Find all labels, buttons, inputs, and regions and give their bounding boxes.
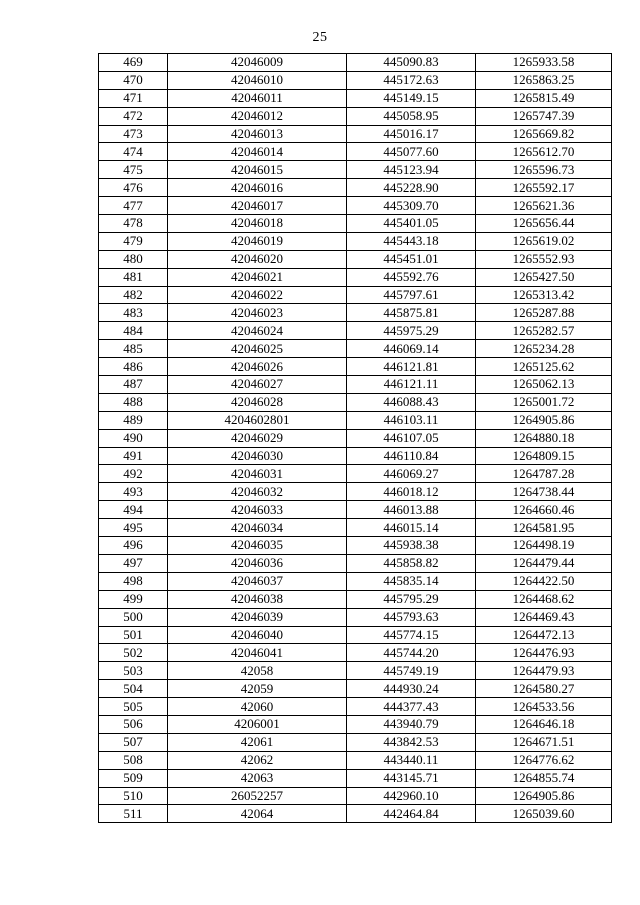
x-coordinate-cell: 445592.76 [347,268,476,286]
row-number-cell: 503 [99,662,168,680]
table-row [99,680,612,698]
x-coordinate-cell: 445938.38 [347,537,476,555]
table-row [99,698,612,716]
table-row [99,340,612,358]
table-row [99,411,612,429]
x-coordinate-cell: 446013.88 [347,501,476,519]
y-coordinate-cell: 1265039.60 [476,805,612,823]
table-row [99,644,612,662]
point-id-cell: 42046037 [168,572,347,590]
coordinates-table-body [99,54,612,823]
table-row [99,501,612,519]
y-coordinate-cell: 1264787.28 [476,465,612,483]
point-id-cell: 42061 [168,733,347,751]
point-id-cell: 42046022 [168,286,347,304]
x-coordinate-cell: 446018.12 [347,483,476,501]
point-id-cell: 42046041 [168,644,347,662]
y-coordinate-cell: 1265313.42 [476,286,612,304]
x-coordinate-cell: 444930.24 [347,680,476,698]
table-row [99,590,612,608]
y-coordinate-cell: 1264660.46 [476,501,612,519]
point-id-cell: 42062 [168,751,347,769]
row-number-cell: 486 [99,358,168,376]
point-id-cell: 42046020 [168,250,347,268]
y-coordinate-cell: 1264855.74 [476,769,612,787]
x-coordinate-cell: 442464.84 [347,805,476,823]
x-coordinate-cell: 445309.70 [347,197,476,215]
point-id-cell: 42046031 [168,465,347,483]
y-coordinate-cell: 1265656.44 [476,215,612,233]
x-coordinate-cell: 446121.81 [347,358,476,376]
table-row [99,197,612,215]
row-number-cell: 504 [99,680,168,698]
row-number-cell: 510 [99,787,168,805]
table-row [99,107,612,125]
point-id-cell: 42046018 [168,215,347,233]
y-coordinate-cell: 1264776.62 [476,751,612,769]
y-coordinate-cell: 1264581.95 [476,519,612,537]
row-number-cell: 480 [99,250,168,268]
x-coordinate-cell: 443440.11 [347,751,476,769]
x-coordinate-cell: 445443.18 [347,232,476,250]
table-row [99,286,612,304]
table-row [99,465,612,483]
table-row [99,304,612,322]
row-number-cell: 500 [99,608,168,626]
x-coordinate-cell: 445058.95 [347,107,476,125]
point-id-cell: 42046019 [168,232,347,250]
row-number-cell: 474 [99,143,168,161]
y-coordinate-cell: 1265621.36 [476,197,612,215]
table-row [99,483,612,501]
y-coordinate-cell: 1265596.73 [476,161,612,179]
x-coordinate-cell: 445774.15 [347,626,476,644]
point-id-cell: 42046015 [168,161,347,179]
y-coordinate-cell: 1265815.49 [476,89,612,107]
x-coordinate-cell: 446088.43 [347,393,476,411]
point-id-cell: 26052257 [168,787,347,805]
x-coordinate-cell: 446110.84 [347,447,476,465]
x-coordinate-cell: 445149.15 [347,89,476,107]
row-number-cell: 492 [99,465,168,483]
row-number-cell: 493 [99,483,168,501]
point-id-cell: 42046034 [168,519,347,537]
table-row [99,89,612,107]
y-coordinate-cell: 1265619.02 [476,232,612,250]
row-number-cell: 506 [99,715,168,733]
point-id-cell: 42058 [168,662,347,680]
table-row [99,572,612,590]
y-coordinate-cell: 1264472.13 [476,626,612,644]
y-coordinate-cell: 1264580.27 [476,680,612,698]
y-coordinate-cell: 1264809.15 [476,447,612,465]
x-coordinate-cell: 445975.29 [347,322,476,340]
y-coordinate-cell: 1265669.82 [476,125,612,143]
x-coordinate-cell: 445875.81 [347,304,476,322]
y-coordinate-cell: 1264479.44 [476,554,612,572]
y-coordinate-cell: 1264469.43 [476,608,612,626]
point-id-cell: 42059 [168,680,347,698]
y-coordinate-cell: 1264880.18 [476,429,612,447]
point-id-cell: 42046025 [168,340,347,358]
table-row [99,769,612,787]
point-id-cell: 42064 [168,805,347,823]
y-coordinate-cell: 1264533.56 [476,698,612,716]
x-coordinate-cell: 442960.10 [347,787,476,805]
point-id-cell: 42046036 [168,554,347,572]
point-id-cell: 42046039 [168,608,347,626]
row-number-cell: 477 [99,197,168,215]
row-number-cell: 470 [99,71,168,89]
y-coordinate-cell: 1265282.57 [476,322,612,340]
point-id-cell: 42046035 [168,537,347,555]
row-number-cell: 473 [99,125,168,143]
x-coordinate-cell: 443145.71 [347,769,476,787]
table-row [99,662,612,680]
x-coordinate-cell: 446121.11 [347,376,476,394]
y-coordinate-cell: 1265612.70 [476,143,612,161]
point-id-cell: 42046026 [168,358,347,376]
row-number-cell: 494 [99,501,168,519]
point-id-cell: 42046021 [168,268,347,286]
x-coordinate-cell: 445016.17 [347,125,476,143]
table-row [99,322,612,340]
table-row [99,125,612,143]
row-number-cell: 490 [99,429,168,447]
x-coordinate-cell: 445123.94 [347,161,476,179]
point-id-cell: 42046033 [168,501,347,519]
point-id-cell: 42046016 [168,179,347,197]
table-row [99,215,612,233]
y-coordinate-cell: 1265933.58 [476,54,612,72]
row-number-cell: 476 [99,179,168,197]
point-id-cell: 42046032 [168,483,347,501]
point-id-cell: 42046027 [168,376,347,394]
row-number-cell: 469 [99,54,168,72]
x-coordinate-cell: 445749.19 [347,662,476,680]
y-coordinate-cell: 1265234.28 [476,340,612,358]
table-row [99,733,612,751]
table-row [99,161,612,179]
table-row [99,519,612,537]
x-coordinate-cell: 445797.61 [347,286,476,304]
table-row [99,54,612,72]
row-number-cell: 508 [99,751,168,769]
row-number-cell: 487 [99,376,168,394]
y-coordinate-cell: 1264476.93 [476,644,612,662]
table-row [99,787,612,805]
table-row [99,393,612,411]
y-coordinate-cell: 1264498.19 [476,537,612,555]
coordinates-table [98,53,612,823]
table-row [99,358,612,376]
row-number-cell: 471 [99,89,168,107]
x-coordinate-cell: 446069.14 [347,340,476,358]
x-coordinate-cell: 445401.05 [347,215,476,233]
row-number-cell: 488 [99,393,168,411]
x-coordinate-cell: 445793.63 [347,608,476,626]
table-row [99,715,612,733]
row-number-cell: 498 [99,572,168,590]
x-coordinate-cell: 445172.63 [347,71,476,89]
table-row [99,537,612,555]
row-number-cell: 505 [99,698,168,716]
row-number-cell: 485 [99,340,168,358]
y-coordinate-cell: 1265863.25 [476,71,612,89]
point-id-cell: 42046030 [168,447,347,465]
y-coordinate-cell: 1264422.50 [476,572,612,590]
point-id-cell: 42063 [168,769,347,787]
point-id-cell: 42046014 [168,143,347,161]
y-coordinate-cell: 1264646.18 [476,715,612,733]
x-coordinate-cell: 446103.11 [347,411,476,429]
point-id-cell: 42060 [168,698,347,716]
y-coordinate-cell: 1265062.13 [476,376,612,394]
x-coordinate-cell: 446069.27 [347,465,476,483]
x-coordinate-cell: 445077.60 [347,143,476,161]
row-number-cell: 509 [99,769,168,787]
y-coordinate-cell: 1265552.93 [476,250,612,268]
y-coordinate-cell: 1265592.17 [476,179,612,197]
y-coordinate-cell: 1264479.93 [476,662,612,680]
point-id-cell: 42046011 [168,89,347,107]
row-number-cell: 495 [99,519,168,537]
table-row [99,143,612,161]
row-number-cell: 502 [99,644,168,662]
point-id-cell: 42046040 [168,626,347,644]
y-coordinate-cell: 1264671.51 [476,733,612,751]
table-row [99,751,612,769]
table-row [99,250,612,268]
row-number-cell: 496 [99,537,168,555]
x-coordinate-cell: 445228.90 [347,179,476,197]
x-coordinate-cell: 445451.01 [347,250,476,268]
x-coordinate-cell: 444377.43 [347,698,476,716]
y-coordinate-cell: 1264905.86 [476,787,612,805]
point-id-cell: 42046013 [168,125,347,143]
point-id-cell: 42046029 [168,429,347,447]
row-number-cell: 478 [99,215,168,233]
y-coordinate-cell: 1264738.44 [476,483,612,501]
row-number-cell: 482 [99,286,168,304]
y-coordinate-cell: 1264468.62 [476,590,612,608]
x-coordinate-cell: 445744.20 [347,644,476,662]
y-coordinate-cell: 1265427.50 [476,268,612,286]
x-coordinate-cell: 445090.83 [347,54,476,72]
table-row [99,626,612,644]
row-number-cell: 483 [99,304,168,322]
x-coordinate-cell: 445835.14 [347,572,476,590]
point-id-cell: 42046038 [168,590,347,608]
x-coordinate-cell: 446107.05 [347,429,476,447]
x-coordinate-cell: 443940.79 [347,715,476,733]
row-number-cell: 479 [99,232,168,250]
row-number-cell: 499 [99,590,168,608]
row-number-cell: 481 [99,268,168,286]
y-coordinate-cell: 1265747.39 [476,107,612,125]
point-id-cell: 42046010 [168,71,347,89]
page-number: 25 [312,30,328,45]
row-number-cell: 484 [99,322,168,340]
table-row [99,268,612,286]
row-number-cell: 491 [99,447,168,465]
row-number-cell: 501 [99,626,168,644]
point-id-cell: 42046012 [168,107,347,125]
table-row [99,232,612,250]
row-number-cell: 497 [99,554,168,572]
row-number-cell: 507 [99,733,168,751]
x-coordinate-cell: 446015.14 [347,519,476,537]
point-id-cell: 42046017 [168,197,347,215]
table-row [99,179,612,197]
x-coordinate-cell: 445858.82 [347,554,476,572]
row-number-cell: 475 [99,161,168,179]
table-row [99,447,612,465]
point-id-cell: 42046009 [168,54,347,72]
point-id-cell: 42046024 [168,322,347,340]
point-id-cell: 42046028 [168,393,347,411]
table-row [99,71,612,89]
y-coordinate-cell: 1265287.88 [476,304,612,322]
point-id-cell: 4206001 [168,715,347,733]
table-row [99,554,612,572]
point-id-cell: 4204602801 [168,411,347,429]
x-coordinate-cell: 443842.53 [347,733,476,751]
point-id-cell: 42046023 [168,304,347,322]
table-row [99,429,612,447]
table-row [99,805,612,823]
row-number-cell: 511 [99,805,168,823]
row-number-cell: 489 [99,411,168,429]
x-coordinate-cell: 445795.29 [347,590,476,608]
row-number-cell: 472 [99,107,168,125]
y-coordinate-cell: 1265125.62 [476,358,612,376]
y-coordinate-cell: 1265001.72 [476,393,612,411]
table-row [99,376,612,394]
y-coordinate-cell: 1264905.86 [476,411,612,429]
table-row [99,608,612,626]
